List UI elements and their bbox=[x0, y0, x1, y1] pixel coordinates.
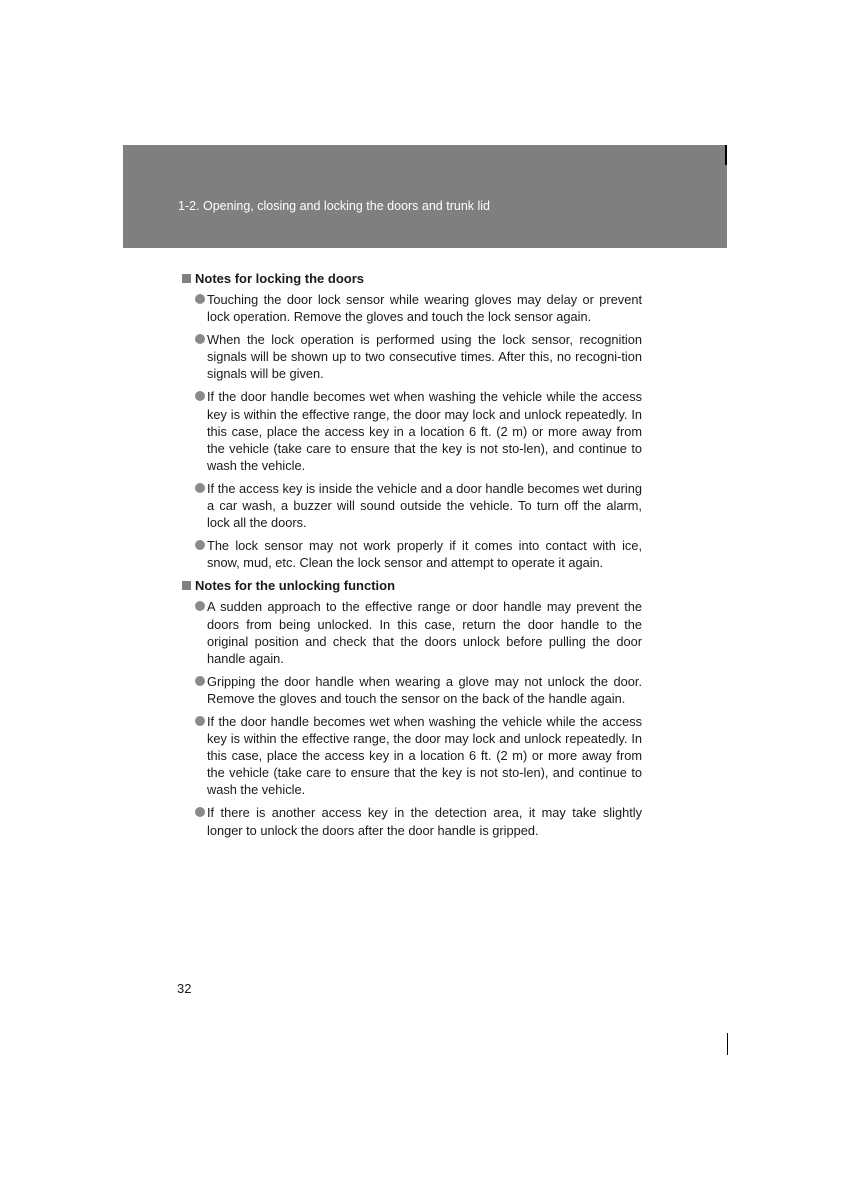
circle-bullet-icon bbox=[195, 601, 205, 611]
header-edge-mark bbox=[725, 145, 727, 165]
list-item-text: Touching the door lock sensor while wearing gloves may delay or prevent lock operation. Remove the gloves and touch the lock sensor again. bbox=[207, 292, 642, 325]
page-number: 32 bbox=[177, 981, 192, 996]
list-item bbox=[182, 291, 642, 325]
circle-bullet-icon bbox=[195, 676, 205, 686]
circle-bullet-icon bbox=[195, 334, 205, 344]
list-item-text: If the access key is inside the vehicle and a door handle becomes wet during a car wash, a buzzer will sound outside the vehicle. To turn off the alarm, lock all the doors. bbox=[207, 480, 642, 531]
section-heading-text: Notes for the unlocking function bbox=[195, 578, 396, 594]
square-bullet-icon bbox=[182, 581, 191, 590]
section-heading bbox=[182, 577, 642, 594]
circle-bullet-icon bbox=[195, 294, 205, 304]
circle-bullet-icon bbox=[195, 483, 205, 493]
margin-edge-mark bbox=[727, 1033, 728, 1055]
section-heading-text: Notes for locking the doors bbox=[195, 271, 365, 286]
list-item-text: If the door handle becomes wet when washing the vehicle while the access key is within the effective range, the door may lock and unlock repeatedly. In this case, place the access key in a location 6 ft. (2 m) or more away from the vehicle (take care to ensure that the key is not sto-len), and continue to wash the vehicle. bbox=[207, 389, 642, 473]
list-item bbox=[182, 673, 642, 707]
list-item-text: A sudden approach to the effective range or door handle may prevent the doors from being unlocked. In this case, return the door handle to the original position and check that the doors unlock before pulling the door handle again. bbox=[207, 599, 642, 666]
page-content bbox=[182, 270, 642, 845]
list-item bbox=[182, 331, 642, 382]
list-item bbox=[182, 537, 642, 571]
circle-bullet-icon bbox=[195, 807, 205, 817]
list-item bbox=[182, 480, 642, 531]
list-item bbox=[182, 713, 642, 798]
list-item-text: The lock sensor may not work properly if it comes into contact with ice, snow, mud, etc. Clean the lock sensor and attempt to operate it again. bbox=[207, 538, 642, 571]
circle-bullet-icon bbox=[195, 540, 205, 550]
chapter-header-band bbox=[123, 145, 727, 248]
list-item-text: Gripping the door handle when wearing a glove may not unlock the door. Remove the gloves and touch the sensor on the back of the handle again. bbox=[207, 673, 642, 706]
list-item bbox=[182, 598, 642, 666]
circle-bullet-icon bbox=[195, 391, 205, 401]
chapter-title: 1-2. Opening, closing and locking the doors and trunk lid bbox=[178, 199, 490, 213]
list-item-text: If the door handle becomes wet when washing the vehicle while the access key is within the effective range, the door may lock and unlock repeatedly. In this case, place the access key in a location 6 ft. (2 m) or more away from the vehicle (take care to ensure that the key is not sto-len), and continue to wash the vehicle. bbox=[207, 713, 642, 798]
list-item bbox=[182, 388, 642, 473]
section-heading bbox=[182, 270, 642, 287]
section-unlocking-notes bbox=[182, 577, 642, 838]
square-bullet-icon bbox=[182, 274, 191, 283]
section-locking-notes bbox=[182, 270, 642, 571]
list-item-text: When the lock operation is performed using the lock sensor, recognition signals will be shown up to two consecutive times. After this, no recogni-tion signals will be given. bbox=[207, 332, 642, 382]
list-item bbox=[182, 804, 642, 838]
list-item-text: If there is another access key in the detection area, it may take slightly longer to unlock the doors after the door handle is gripped. bbox=[207, 805, 642, 838]
circle-bullet-icon bbox=[195, 716, 205, 726]
